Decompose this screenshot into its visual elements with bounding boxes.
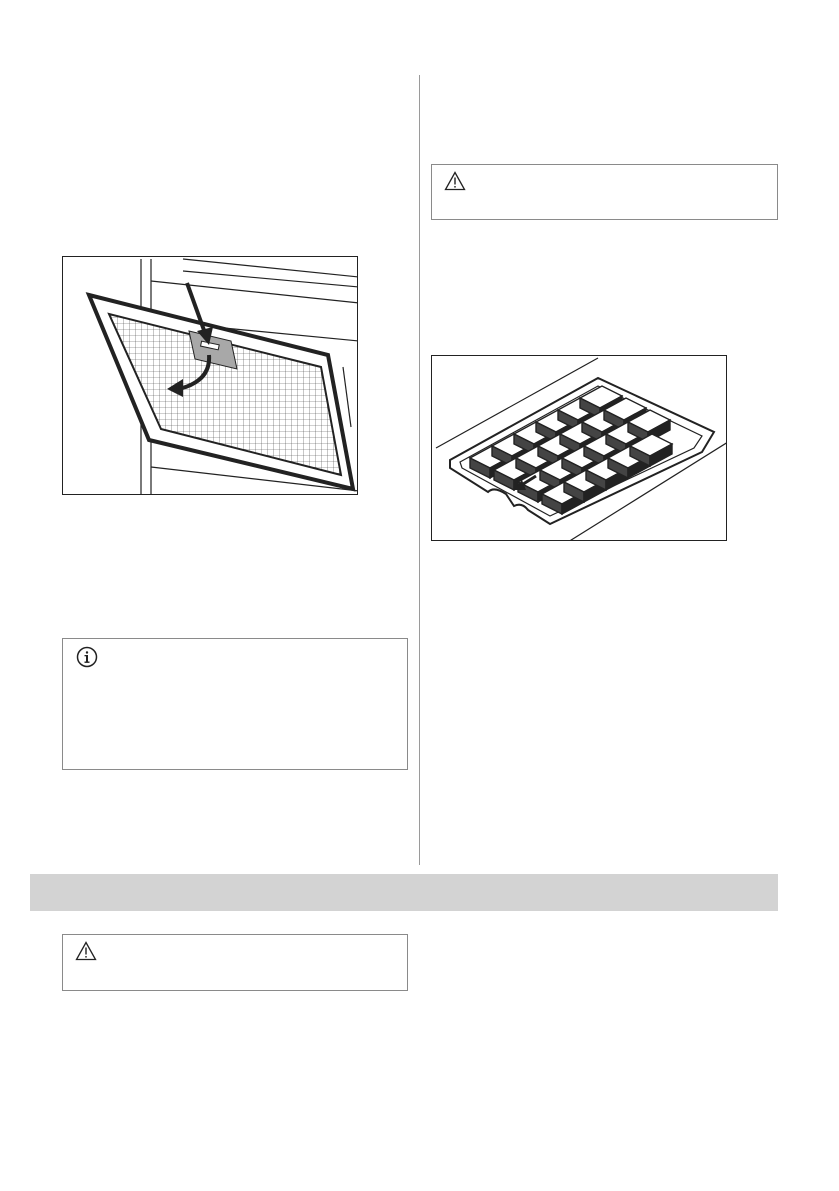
grease-filter-illustration [63,257,358,495]
grease-filter-figure [62,256,358,495]
column-divider [419,75,420,865]
warning-triangle-icon [444,171,466,191]
warning-triangle-icon [75,941,97,961]
info-circle-icon [76,646,98,668]
warning-note-box-top [431,164,778,220]
section-header-bar [30,874,778,911]
charcoal-filter-illustration [432,356,727,541]
info-note-box [62,638,408,770]
warning-note-box-bottom [62,934,408,991]
charcoal-filter-figure [431,355,727,541]
